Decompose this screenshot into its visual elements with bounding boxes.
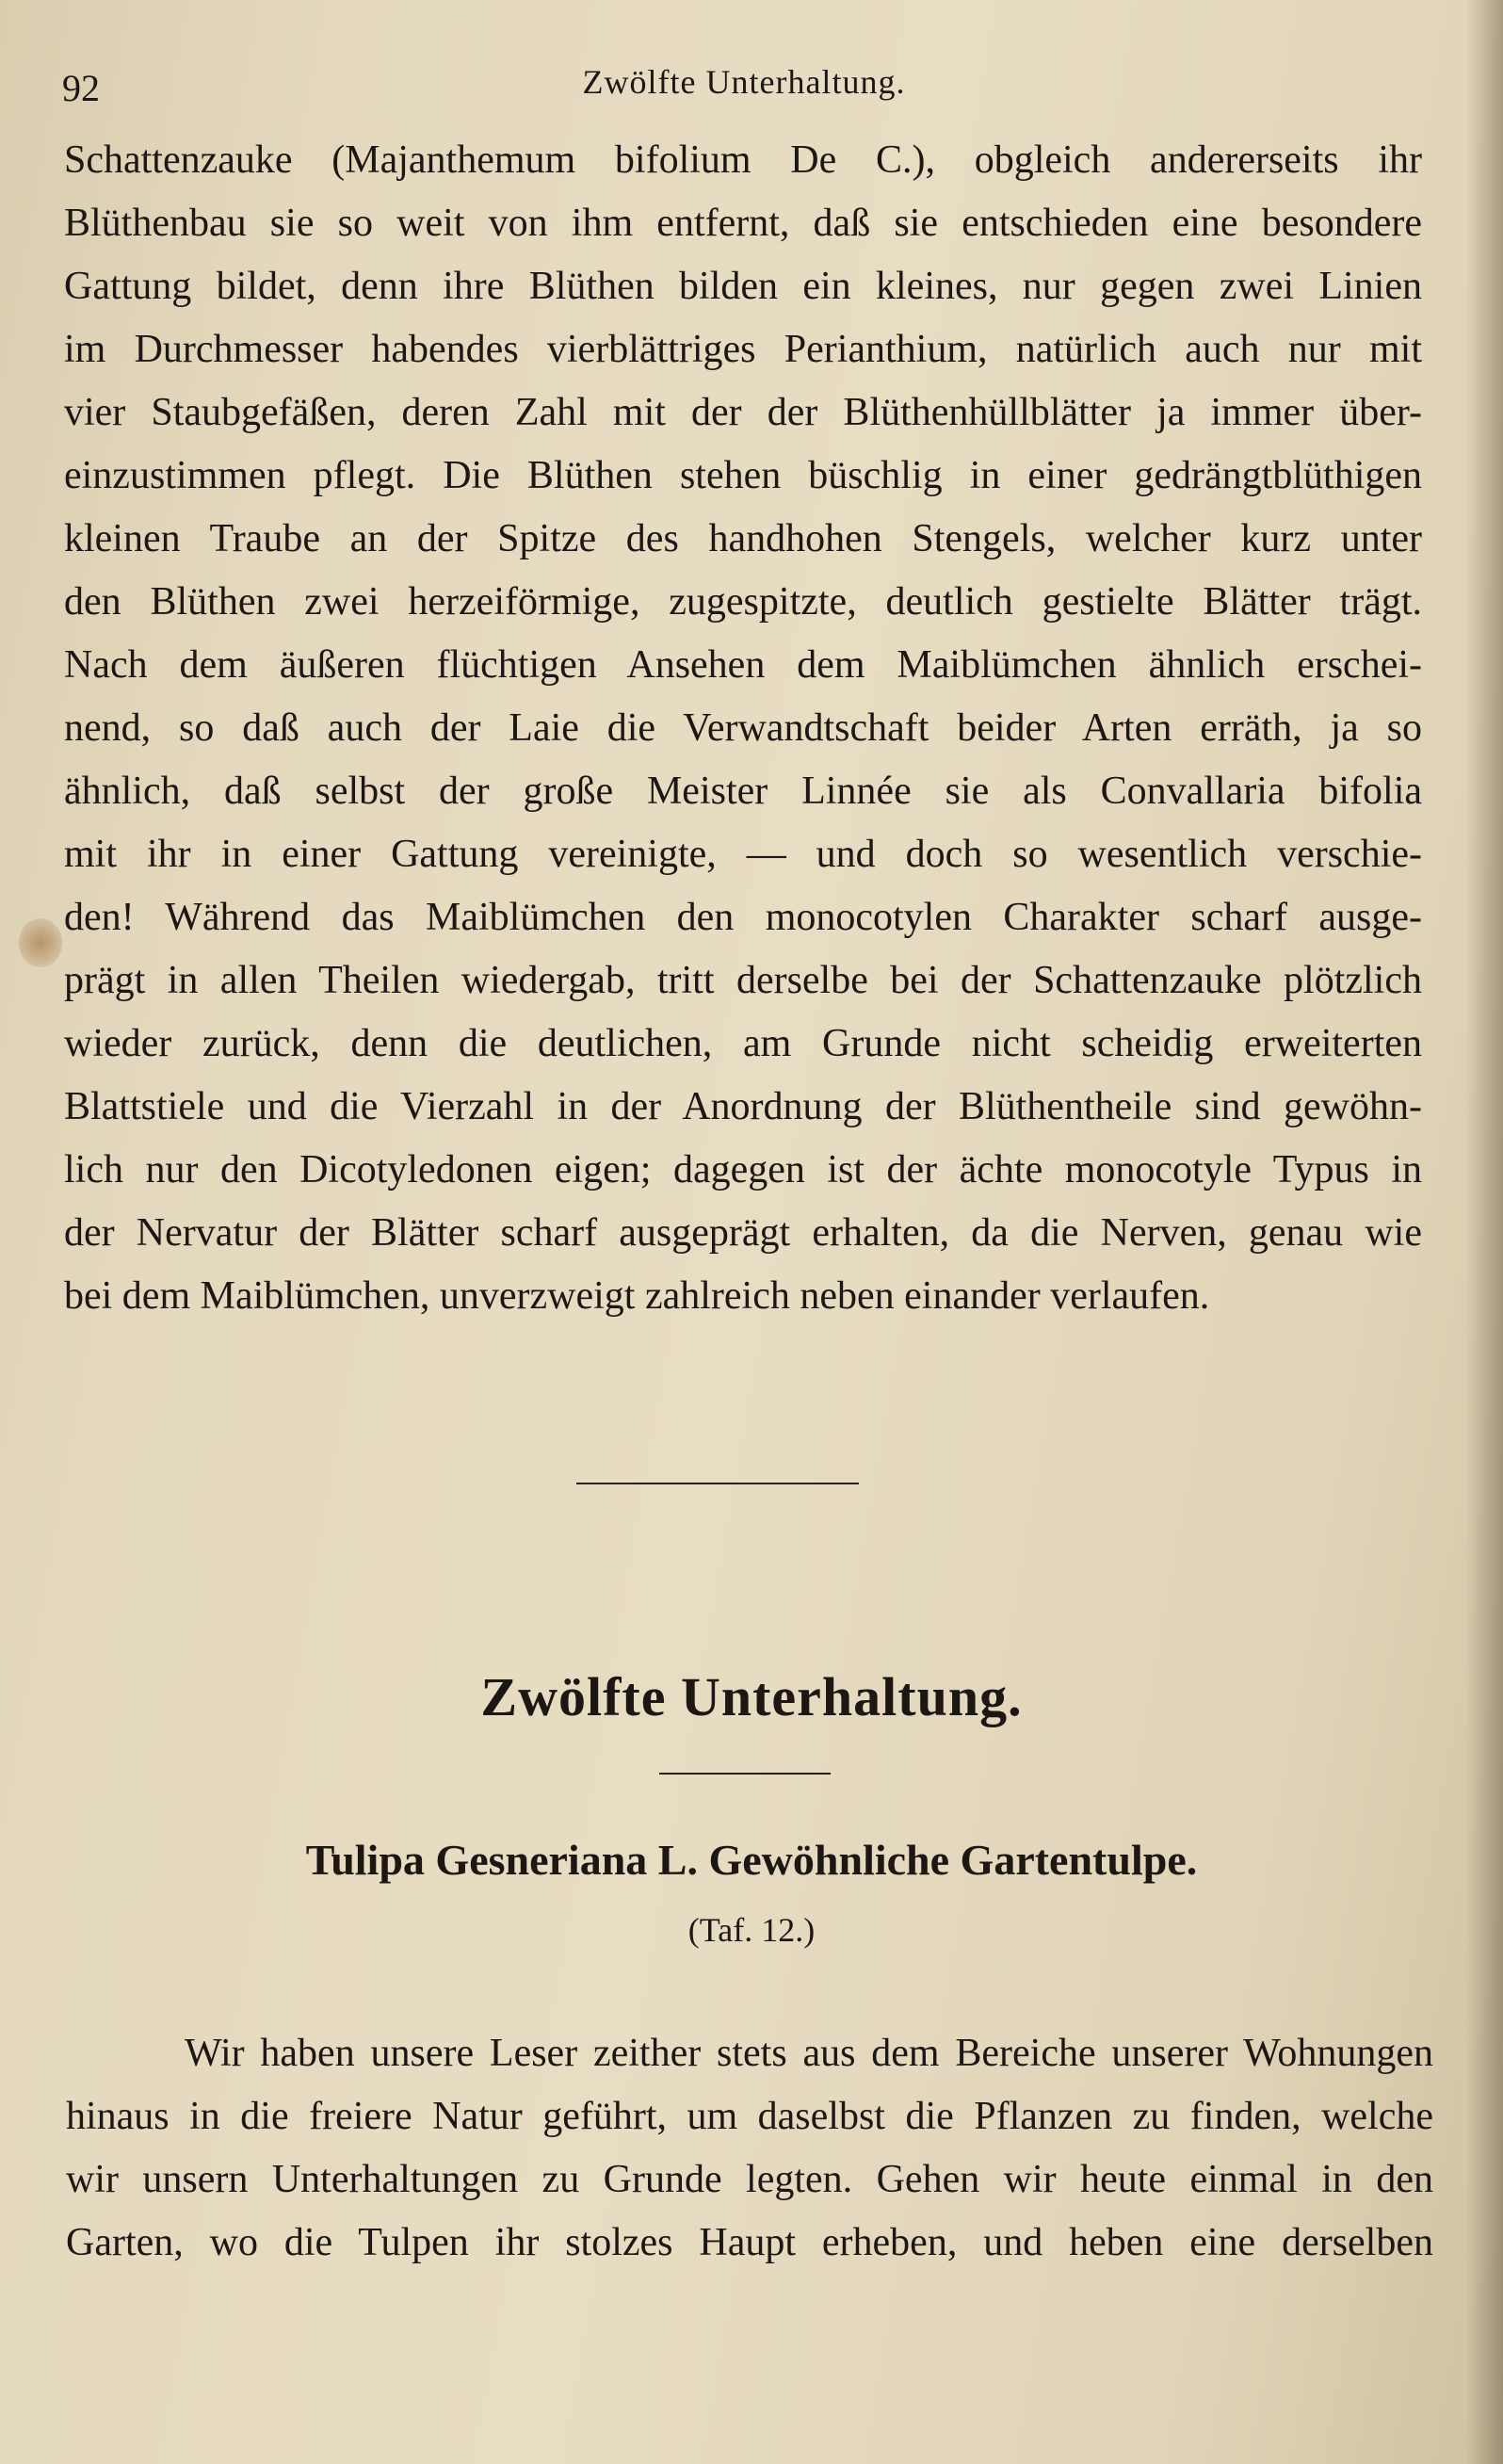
text-line: hinaus in die freiere Natur geführt, um daselbst die Pflanzen zu finden, welche bbox=[66, 2095, 1433, 2138]
text-line: den Blüthen zwei herzeiförmige, zugespitzte, deutlich gestielte Blätter trägt. bbox=[64, 580, 1422, 624]
page-edge-shadow bbox=[1465, 0, 1503, 2464]
text-line: der Nervatur der Blätter scharf ausgeprägt erhalten, da die Nerven, genau wie bbox=[64, 1211, 1422, 1255]
text-line: bei dem Maiblümchen, unverzweigt zahlreich neben einander verlaufen. bbox=[64, 1274, 1210, 1318]
running-head: Zwölfte Unterhaltung. bbox=[582, 63, 906, 101]
section-divider bbox=[576, 1483, 859, 1484]
title-underline bbox=[659, 1773, 831, 1775]
text-line: lich nur den Dicotyledonen eigen; dagegen ist der ächte monocotyle Typus in bbox=[64, 1148, 1422, 1191]
text-line: im Durchmesser habendes vierblättriges Perianthium, natürlich auch nur mit bbox=[64, 328, 1422, 371]
text-line: Blattstiele und die Vierzahl in der Anordnung der Blüthentheile sind gewöhn- bbox=[64, 1085, 1422, 1128]
plate-reference: (Taf. 12.) bbox=[687, 1911, 816, 1949]
text-line: Blüthenbau sie so weit von ihm entfernt, daß sie entschieden eine besondere bbox=[64, 202, 1422, 245]
text-line: Garten, wo die Tulpen ihr stolzes Haupt erheben, und heben eine derselben bbox=[66, 2221, 1433, 2264]
text-line: ähnlich, daß selbst der große Meister Linnée sie als Convallaria bifolia bbox=[64, 770, 1422, 813]
text-line: mit ihr in einer Gattung vereinigte, — und doch so wesentlich verschie- bbox=[64, 833, 1422, 876]
text-line: den! Während das Maiblümchen den monocotylen Charakter scharf ausge- bbox=[64, 896, 1422, 939]
text-line: nend, so daß auch der Laie die Verwandtschaft beider Arten erräth, ja so bbox=[64, 706, 1422, 750]
chapter-title: Zwölfte Unterhaltung. bbox=[480, 1666, 1023, 1727]
text-line: Gattung bildet, denn ihre Blüthen bilden ein kleines, nur gegen zwei Linien bbox=[64, 265, 1422, 308]
text-line: einzustimmen pflegt. Die Blüthen stehen büschlig in einer gedrängtblüthigen bbox=[64, 454, 1422, 497]
text-line: kleinen Traube an der Spitze des handhohen Stengels, welcher kurz unter bbox=[64, 517, 1422, 560]
text-line: wir unsern Unterhaltungen zu Grunde legten. Gehen wir heute einmal in den bbox=[66, 2158, 1433, 2201]
text-line: vier Staubgefäßen, deren Zahl mit der der Blüthenhüllblätter ja immer über- bbox=[64, 391, 1422, 434]
text-line: Schattenzauke (Majanthemum bifolium De C.), obgleich andererseits ihr bbox=[64, 138, 1422, 182]
text-line: wieder zurück, denn die deutlichen, am Grunde nicht scheidig erweiterten bbox=[64, 1022, 1422, 1065]
page-number: 92 bbox=[62, 67, 100, 109]
text-line: Wir haben unsere Leser zeither stets aus dem Bereiche unserer Wohnungen bbox=[185, 2032, 1433, 2075]
text-line: prägt in allen Theilen wiedergab, tritt derselbe bei der Schattenzauke plötzlich bbox=[64, 959, 1422, 1002]
text-line: Nach dem äußeren flüchtigen Ansehen dem Maiblümchen ähnlich erschei- bbox=[64, 643, 1422, 687]
species-heading: Tulipa Gesneriana L. Gewöhnliche Gartentulpe. bbox=[305, 1836, 1198, 1884]
paper-stain bbox=[19, 918, 62, 967]
